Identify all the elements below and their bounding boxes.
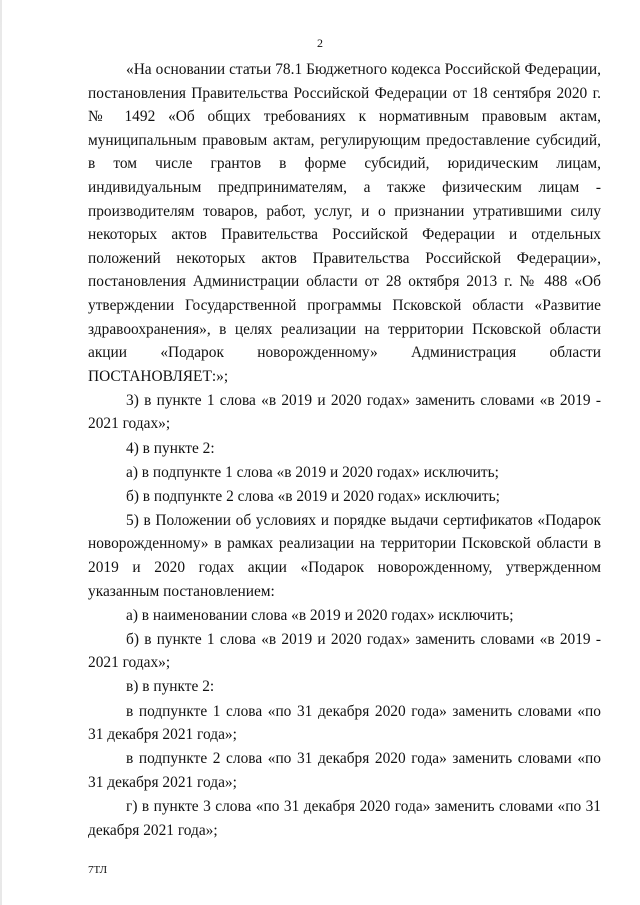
paragraph-item-4a: а) в подпункте 1 слова «в 2019 и 2020 годах» исключить;	[126, 463, 499, 481]
page-number: 2	[317, 36, 323, 50]
paragraph-item-3: 3) в пункте 1 слова «в 2019 и 2020 годах» заменить словами «в 2019 - 2021 годах»;	[88, 391, 601, 433]
paragraph-item-4b: б) в подпункте 2 слова «в 2019 и 2020 годах» исключить;	[126, 487, 500, 505]
paragraph-item-5g: г) в пункте 3 слова «по 31 декабря 2020 года» заменить словами «по 31 декабря 2021 года»;	[88, 797, 601, 839]
scan-edge	[0, 0, 2, 905]
footer-code: 7ТЛ	[88, 864, 108, 876]
paragraph-item-5v: в) в пункте 2:	[126, 678, 215, 696]
paragraph-preamble: «На основании статьи 78.1 Бюджетного кодекса Российской Федерации, постановления Правительства Российской Федерации от 18 сентября 2020 г. № 1492 «Об общих требованиях к нормативным правовым актам, муниципальным правовым актам, регулирующим предоставление субсидий, в том числе грантов в форме субсидий, юридическим лицам, индивидуальным предпринимателям, а также физическим лицам - производителям товаров, работ, услуг, и о признании утратившими силу некоторых актов Правительства Российской Федерации и отдельных положений некоторых актов Правительства Российской Федерации», постановления Администрации области от 28 октября 2013 г. № 488 «Об утверждении Государственной программы Псковской области «Развитие здравоохранения», в целях реализации на территории Псковской области акции «Подарок новорожденному» Администрация области ПОСТАНОВЛЯЕТ:»;	[88, 61, 601, 385]
paragraph-item-4: 4) в пункте 2:	[126, 439, 215, 457]
paragraph-item-5v-1: в подпункте 1 слова «по 31 декабря 2020 года» заменить словами «по 31 декабря 2021 года»;	[88, 702, 601, 744]
paragraph-item-5b: б) в пункте 1 слова «в 2019 и 2020 годах» заменить словами «в 2019 - 2021 годах»;	[88, 630, 601, 672]
paragraph-item-5: 5) в Положении об условиях и порядке выдачи сертификатов «Подарок новорожденному» в рамках реализации на территории Псковской области в 2019 и 2020 годах акции «Подарок новорожденному, утвержденном указанным постановлением:	[88, 511, 601, 600]
paragraph-item-5a: а) в наименовании слова «в 2019 и 2020 годах» исключить;	[126, 606, 514, 624]
document-body	[88, 58, 601, 842]
paragraph-item-5v-2: в подпункте 2 слова «по 31 декабря 2020 года» заменить словами «по 31 декабря 2021 года»;	[88, 750, 601, 791]
